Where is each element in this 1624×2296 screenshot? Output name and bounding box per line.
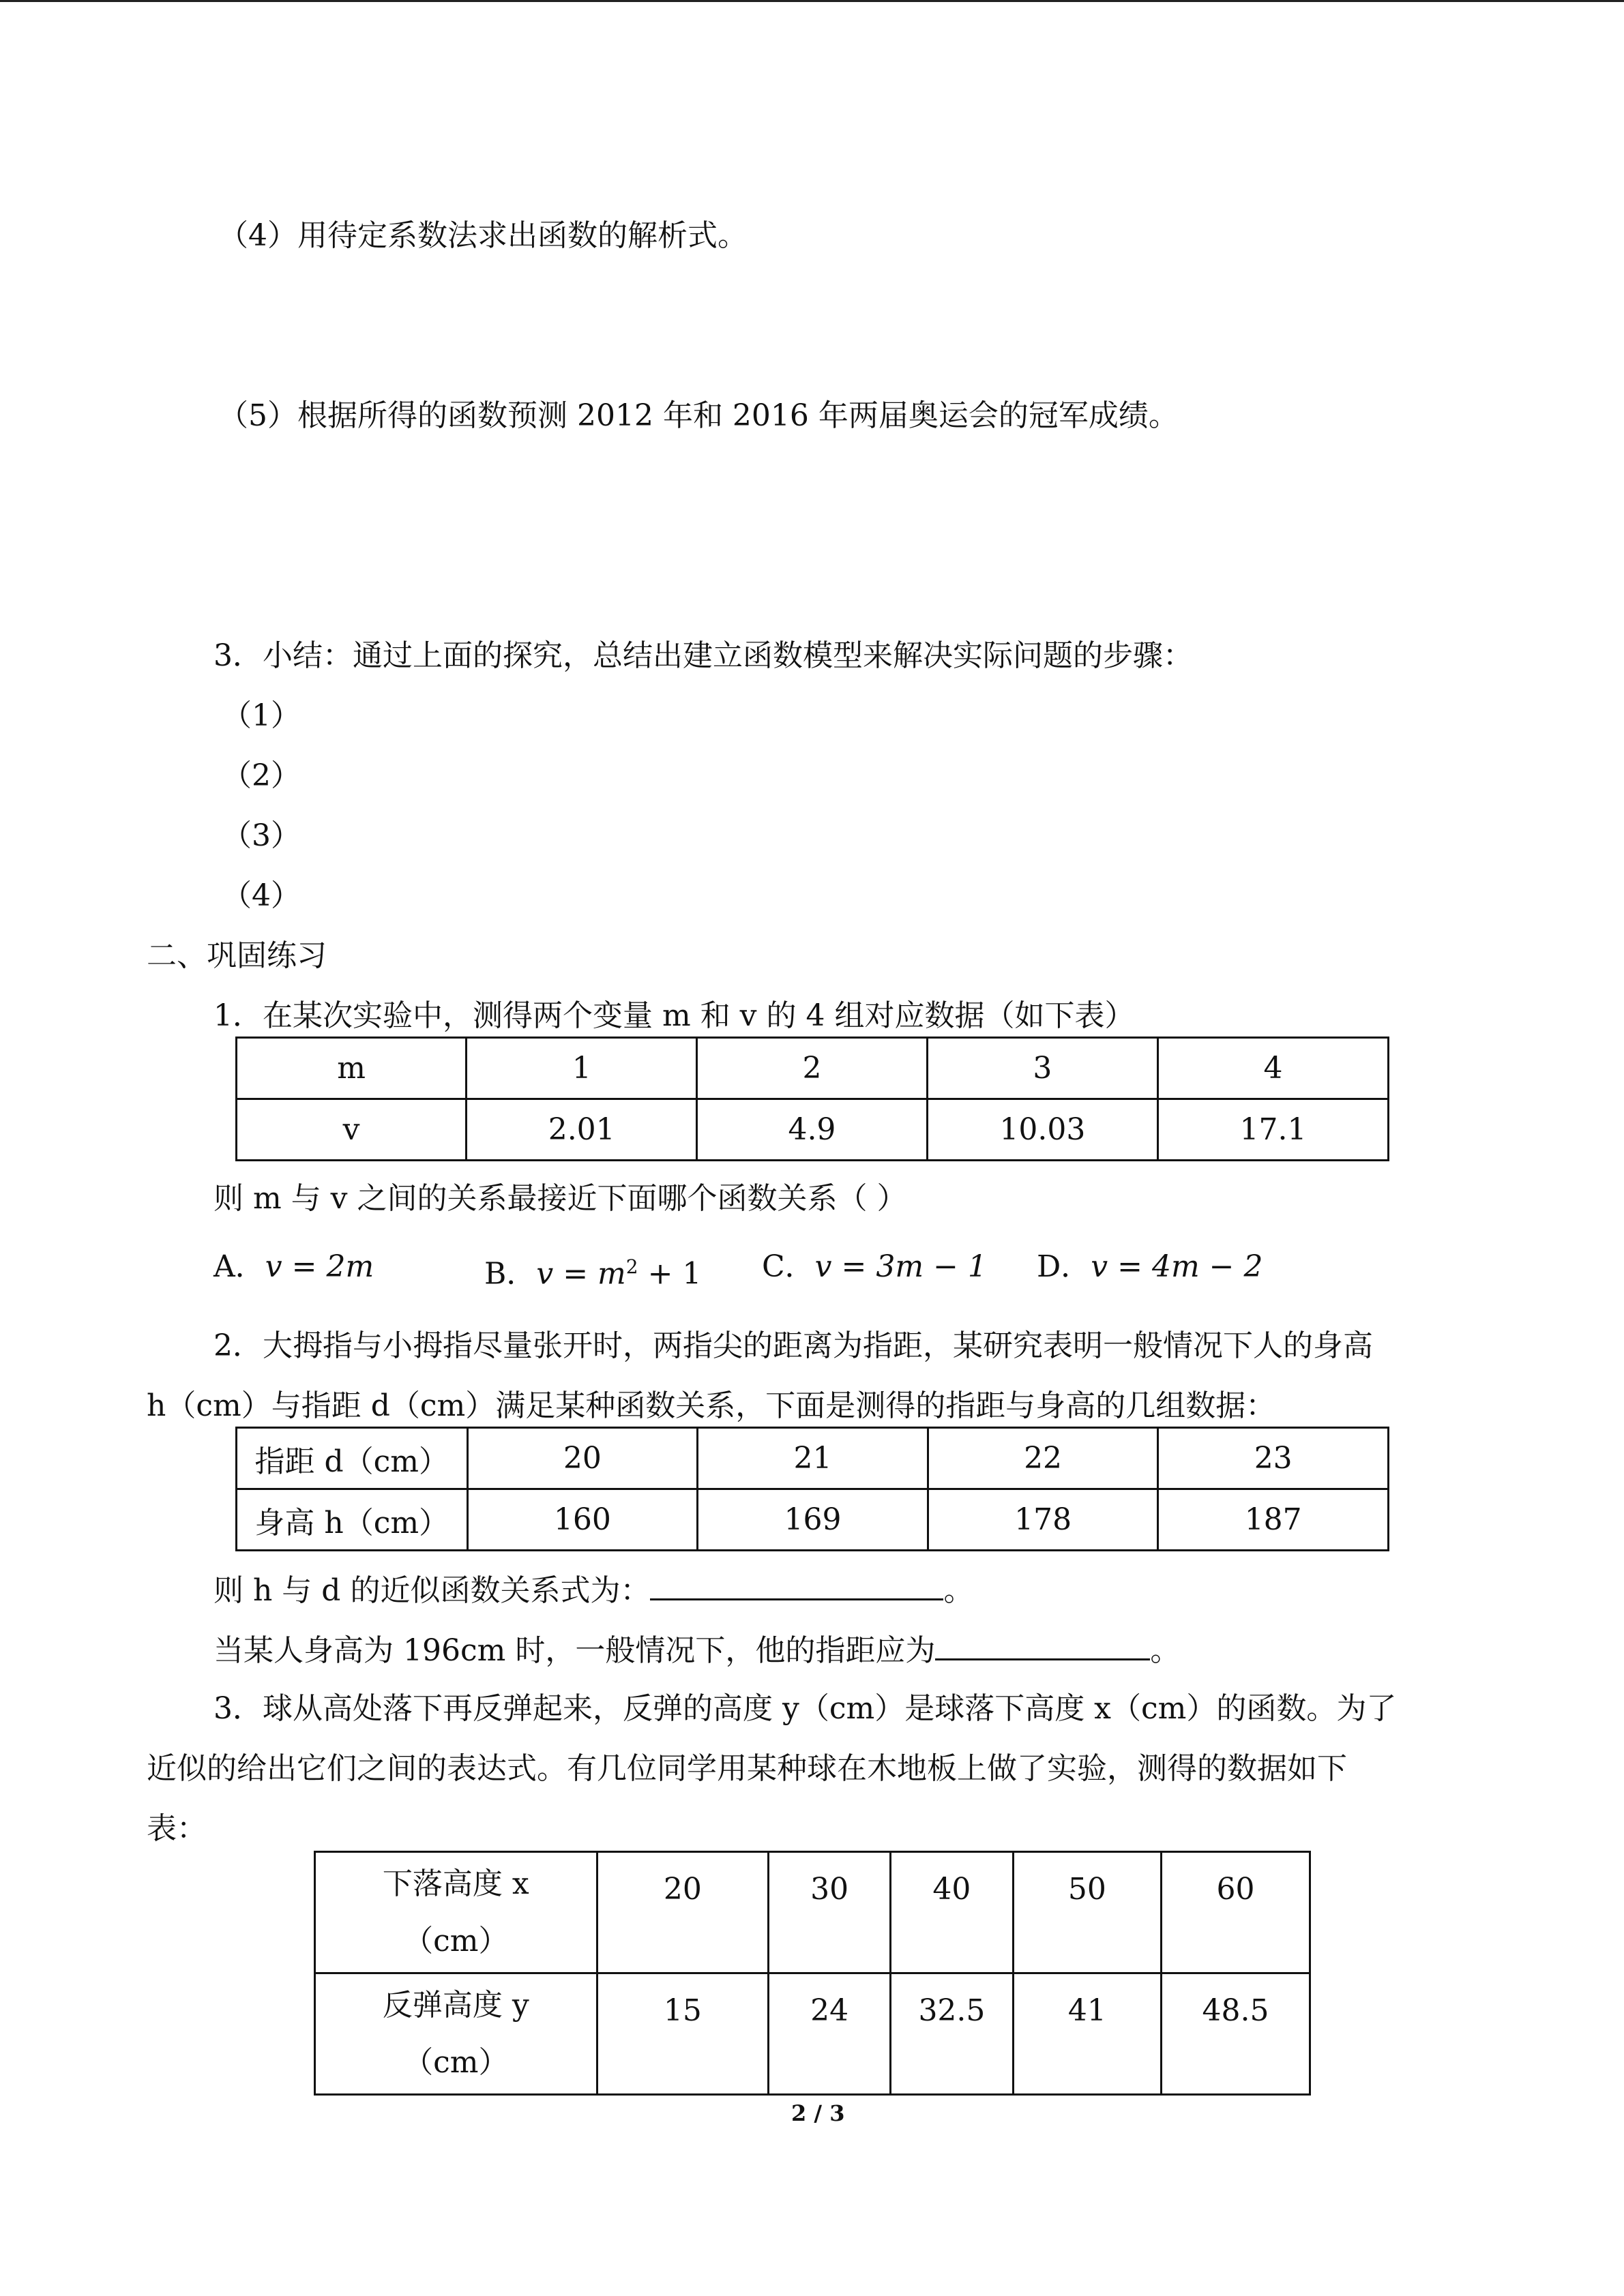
summary-step-2: （2） [222, 758, 301, 793]
table-row [315, 1852, 1310, 1973]
table-cell: 30 [769, 1852, 891, 1973]
table-cell: 22 [928, 1428, 1158, 1489]
table-cell: 20 [467, 1428, 698, 1489]
option-b-expression: v = m [536, 1256, 626, 1292]
option-c [762, 1247, 987, 1287]
summary-step-4: （4） [222, 878, 301, 913]
exercise-1-question: 则 m 与 v 之间的关系最接近下面哪个函数关系（ ） [213, 1181, 907, 1216]
table-cell: 32.5 [891, 1973, 1014, 2095]
table-header-cell [315, 1973, 597, 2095]
table-cell: 160 [467, 1489, 698, 1551]
option-b [484, 1247, 701, 1295]
exercise-3-text-line3: 表： [147, 1811, 207, 1846]
table-cell: 2 [697, 1038, 928, 1099]
question-5: （5）根据所得的函数预测 2012 年和 2016 年两届奥运会的冠军成绩。 [218, 398, 1179, 433]
exercise-2-table [235, 1427, 1389, 1551]
table-cell: 2.01 [467, 1099, 697, 1161]
row-label-unit: （cm） [403, 1923, 509, 1958]
table-cell: 身高 h（cm） [237, 1489, 468, 1551]
fill-2-prompt: 当某人身高为 196cm 时，一般情况下，他的指距应为 [213, 1633, 936, 1668]
option-a [213, 1247, 374, 1287]
option-c-expression: v = 3m − 1 [814, 1249, 987, 1284]
table-cell: 23 [1158, 1428, 1389, 1489]
option-b-expression-rest: + 1 [638, 1256, 702, 1292]
table-cell: 24 [769, 1973, 891, 2095]
table-cell: 10.03 [927, 1099, 1157, 1161]
exercise-2-text-line1: 2．大拇指与小拇指尽量张开时，两指尖的距离为指距，某研究表明一般情况下人的身高 [213, 1328, 1373, 1363]
fill-1-end: 。 [943, 1573, 974, 1608]
table-cell: v [237, 1099, 467, 1161]
option-c-label: C． [762, 1249, 815, 1284]
exercise-3-table [314, 1851, 1311, 2096]
option-b-exponent: 2 [625, 1255, 638, 1278]
table-cell: 21 [698, 1428, 928, 1489]
table-cell: 60 [1161, 1852, 1310, 1973]
table-cell: 40 [891, 1852, 1014, 1973]
option-a-label: A． [213, 1249, 265, 1284]
table-cell: 169 [698, 1489, 928, 1551]
exercise-3-text-line2: 近似的给出它们之间的表达式。有几位同学用某种球在木地板上做了实验，测得的数据如下 [147, 1751, 1347, 1786]
fill-1-prompt: 则 h 与 d 的近似函数关系式为： [213, 1573, 651, 1608]
page-top-border [0, 0, 1624, 2]
option-b-label: B． [484, 1256, 537, 1292]
table-cell: 48.5 [1161, 1973, 1310, 2095]
table-row [237, 1489, 1389, 1551]
table-cell: 17.1 [1158, 1099, 1389, 1161]
table-cell: 4 [1158, 1038, 1389, 1099]
option-d-expression: v = 4m − 2 [1091, 1249, 1263, 1284]
exercise-3-text-line1: 3．球从高处落下再反弹起来，反弹的高度 y（cm）是球落下高度 x（cm）的函数。为了 [213, 1691, 1397, 1726]
summary-step-1: （1） [222, 698, 301, 733]
row-label-bounce-height: 反弹高度 y [382, 1987, 529, 2023]
page-number: 2 / 3 [791, 2100, 845, 2126]
row-label-unit: （cm） [403, 2044, 509, 2080]
table-cell: 1 [467, 1038, 697, 1099]
table-cell: 50 [1013, 1852, 1161, 1973]
table-cell: m [237, 1038, 467, 1099]
table-cell: 15 [597, 1973, 769, 2095]
option-d-label: D． [1037, 1249, 1091, 1284]
table-header-cell [315, 1852, 597, 1973]
option-a-expression: v = 2m [265, 1249, 374, 1284]
table-cell: 指距 d（cm） [237, 1428, 468, 1489]
question-4: （4）用待定系数法求出函数的解析式。 [218, 218, 748, 253]
summary-heading: 3．小结：通过上面的探究，总结出建立函数模型来解决实际问题的步骤： [213, 638, 1193, 673]
table-cell: 3 [927, 1038, 1157, 1099]
table-row [237, 1038, 1389, 1099]
answer-blank-2[interactable] [935, 1628, 1150, 1660]
exercise-2-fill-1 [213, 1568, 973, 1611]
row-label-drop-height: 下落高度 x [382, 1866, 529, 1901]
table-cell: 20 [597, 1852, 769, 1973]
exercise-2-text-line2: h（cm）与指距 d（cm）满足某种函数关系，下面是测得的指距与身高的几组数据： [147, 1388, 1276, 1423]
answer-blank-1[interactable] [650, 1568, 943, 1600]
option-d [1037, 1247, 1263, 1287]
table-row [237, 1099, 1389, 1161]
section-heading: 二、巩固练习 [147, 938, 327, 973]
fill-2-end: 。 [1150, 1633, 1181, 1668]
exercise-2-fill-2 [213, 1628, 1180, 1671]
table-row [237, 1428, 1389, 1489]
exercise-1-table [235, 1037, 1389, 1161]
table-cell: 178 [928, 1489, 1158, 1551]
table-cell: 4.9 [697, 1099, 928, 1161]
table-row [315, 1973, 1310, 2095]
summary-step-3: （3） [222, 818, 301, 853]
table-cell: 187 [1158, 1489, 1389, 1551]
exercise-1-text: 1．在某次实验中，测得两个变量 m 和 v 的 4 组对应数据（如下表） [213, 998, 1135, 1033]
table-cell: 41 [1013, 1973, 1161, 2095]
